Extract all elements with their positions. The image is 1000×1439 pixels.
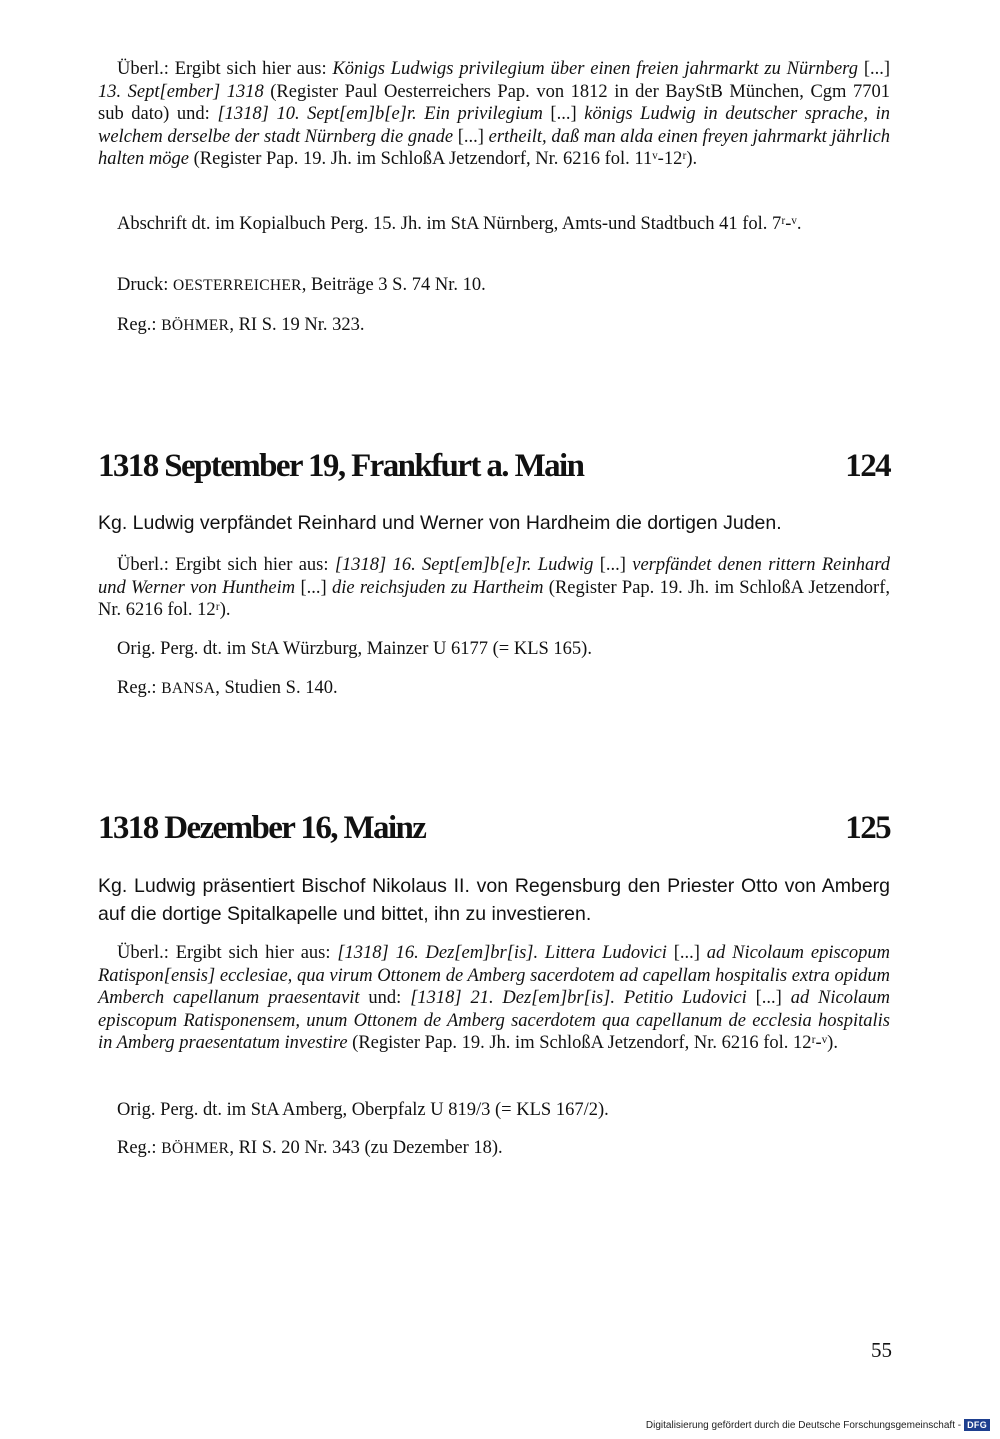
italic-run: [1318] 10. Sept[em]b[e]r. Ein privilegium bbox=[217, 104, 543, 124]
text-run: [...] bbox=[746, 988, 791, 1008]
italic-run: verpfändet denen rittern Reinhard und Werner von Huntheim bbox=[98, 555, 890, 598]
transmission-note bbox=[98, 554, 890, 622]
entry-heading bbox=[98, 810, 890, 847]
text-run: (Register Pap. 19. Jh. im SchloßA Jetzendorf, Nr. 6216 fol. 12ʳ). bbox=[98, 577, 890, 620]
text-run: [...] bbox=[295, 577, 332, 598]
italic-run: ertheilt, daß man alda einen freyen jahrmarkt jährlich halten möge bbox=[98, 126, 890, 169]
author-smallcaps: BÖHMER bbox=[161, 317, 230, 334]
entry-date-place: 1318 September 19, Frankfurt a. Main bbox=[98, 448, 584, 484]
italic-run: [1318] 21. Dez[em]br[is]. Petitio Ludovici bbox=[410, 988, 747, 1008]
text-run: (Register Pap. 19. Jh. im SchloßA Jetzendorf, Nr. 6216 fol. 12ʳ-ᵛ). bbox=[347, 1033, 838, 1053]
text-run: , Studien S. 140. bbox=[215, 678, 338, 698]
original-note bbox=[98, 1099, 890, 1122]
text-run: [...] bbox=[857, 59, 891, 79]
digitization-footer bbox=[646, 1419, 990, 1431]
text-run: Reg.: bbox=[117, 1138, 162, 1158]
text-run: , Beiträge 3 S. 74 Nr. 10. bbox=[301, 275, 486, 295]
italic-run: 13. Sept[ember] 1318 bbox=[98, 81, 264, 102]
author-smallcaps: BÖHMER bbox=[161, 1140, 230, 1157]
text-run: (Register Paul Oesterreichers Pap. von 1812 in der BayStB München, Cgm 7701 sub dato) und: bbox=[98, 81, 890, 124]
dfg-logo-icon: DFG bbox=[964, 1419, 990, 1431]
transmission-note bbox=[98, 942, 890, 1055]
text-run: Orig. Perg. dt. im StA Amberg, Oberpfalz U 819/3 (= KLS 167/2). bbox=[117, 1100, 609, 1120]
footer-text: Digitalisierung gefördert durch die Deutsche Forschungsgemeinschaft - bbox=[645, 1419, 962, 1431]
italic-run: die reichsjuden zu Hartheim bbox=[331, 577, 544, 598]
text-run: Überl.: Ergibt sich hier aus: bbox=[117, 59, 333, 79]
italic-run: [1318] 16. Dez[em]br[is]. Littera Ludovici bbox=[337, 943, 667, 963]
text-run: [...] bbox=[542, 104, 585, 124]
entry-date-place: 1318 Dezember 16, Mainz bbox=[98, 810, 426, 846]
print-note bbox=[98, 274, 890, 298]
text-run: Druck: bbox=[117, 275, 173, 295]
text-run: , RI S. 20 Nr. 343 (zu Dezember 18). bbox=[229, 1138, 503, 1158]
text-run: , RI S. 19 Nr. 323. bbox=[229, 315, 365, 335]
italic-run: [1318] 16. Sept[em]b[e]r. Ludwig bbox=[334, 555, 594, 575]
entry-number: 125 bbox=[845, 810, 890, 846]
page-number: 55 bbox=[871, 1338, 892, 1362]
copy-note bbox=[98, 213, 890, 236]
text-run: [...] bbox=[453, 126, 489, 147]
regest-note bbox=[98, 677, 890, 701]
text-run: [...] bbox=[593, 555, 633, 575]
transmission-note bbox=[98, 58, 890, 171]
original-note bbox=[98, 638, 890, 661]
author-smallcaps: OESTERREICHER bbox=[173, 277, 302, 294]
italic-run: ad Nicolaum episcopum Ratispon[ensis] ecclesiae, qua virum Ottonem de Amberg sacerdotem ad capellam hospitalis extra opidum Amberch capellanum praesentavit bbox=[98, 943, 891, 1008]
text-run: [...] bbox=[666, 943, 707, 963]
text-run: Reg.: bbox=[117, 678, 162, 698]
italic-run: königs Ludwig in deutscher sprache, in welchem derselbe der stadt Nürnberg die gnade bbox=[98, 104, 891, 147]
text-run: und: bbox=[359, 988, 411, 1008]
text-run: (Register Pap. 19. Jh. im SchloßA Jetzendorf, Nr. 6216 fol. 11ᵛ-12ʳ). bbox=[188, 149, 698, 169]
entry-summary bbox=[98, 509, 890, 537]
regest-note bbox=[98, 314, 890, 338]
text-run: Überl.: Ergibt sich hier aus: bbox=[117, 555, 335, 575]
regest-note bbox=[98, 1137, 890, 1161]
text-run: Kg. Ludwig verpfändet Reinhard und Werner von Hardheim die dortigen Juden. bbox=[98, 512, 782, 534]
text-run: Kg. Ludwig präsentiert Bischof Nikolaus II. von Regensburg den Priester Otto von Amberg auf die dortige Spitalkapelle und bittet, ihn zu investieren. bbox=[98, 875, 890, 925]
entry-heading bbox=[98, 448, 890, 485]
text-run: Abschrift dt. im Kopialbuch Perg. 15. Jh. im StA Nürnberg, Amts-und Stadtbuch 41 fol. 7ʳ-ᵛ. bbox=[117, 214, 802, 234]
text-run: Orig. Perg. dt. im StA Würzburg, Mainzer U 6177 (= KLS 165). bbox=[117, 639, 592, 659]
entry-summary bbox=[98, 872, 890, 928]
text-run: Reg.: bbox=[117, 315, 162, 335]
author-smallcaps: BANSA bbox=[161, 680, 216, 697]
text-run: Überl.: Ergibt sich hier aus: bbox=[117, 943, 338, 963]
italic-run: ad Nicolaum episcopum Ratisponensem, unum Ottonem de Amberg sacerdotem qua capellanum de ecclesia hospitalis in Amberg praesentatum investire bbox=[98, 988, 890, 1053]
italic-run: Königs Ludwigs privilegium über einen freien jahrmarkt zu Nürnberg bbox=[332, 59, 858, 79]
entry-number: 124 bbox=[845, 448, 890, 484]
